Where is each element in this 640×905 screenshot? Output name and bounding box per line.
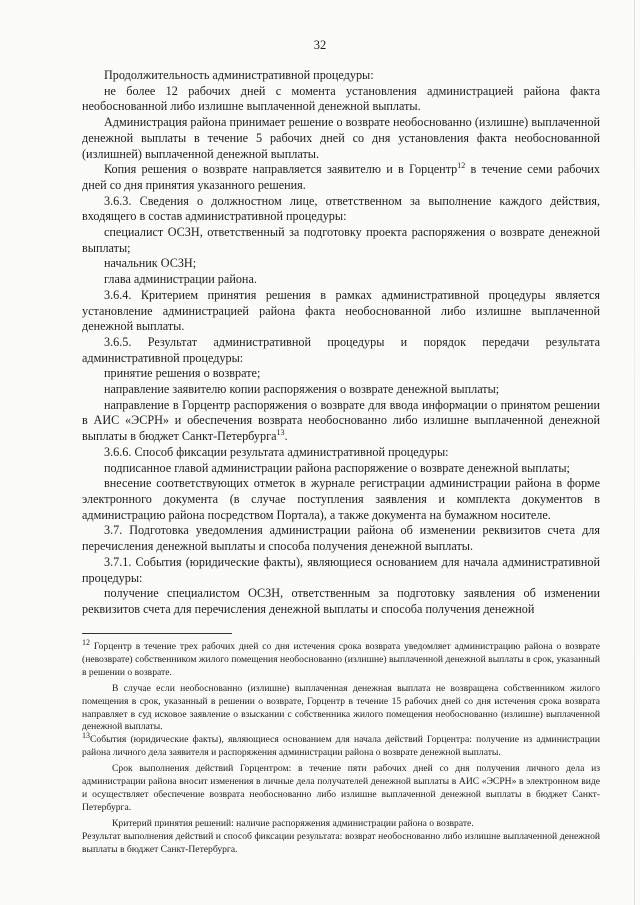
paragraph-text: направление в Горцентр распоряжения о возврате для ввода информации о принятом решении в АИС «ЭСРН» и обеспечения возврата необоснованно либо излишне выплаченной денежной выплаты в бюджет Санкт-Петербурга [82, 397, 600, 444]
paragraph: внесение соответствующих отметок в журнале регистрации администрации района в форме электронного документа (в случае поступления заявления и комплекта документов в администрацию района посредством Портала), а также документа на бумажном носителе. [82, 476, 600, 522]
paragraph: Продолжительность административной процедуры: [104, 68, 374, 82]
footnote-text: Результат выполнения действий и способ фиксации результата: возврат необоснованно либо излишне выплаченной денежной выплаты в бюджет Санкт-Петербурга. [82, 830, 600, 855]
footnote [82, 683, 600, 735]
footnote-mark: 13 [82, 731, 90, 741]
footnote [82, 731, 600, 760]
footnote-text: Срок выполнения действий Горцентром: в течение пяти рабочих дней со дня получения личного дела из администрации района вносит изменения в личные дела получателей денежной выплаты в АИС «ЭСРН» в электронном виде и осуществляет обеспечение возврата необоснованно либо излишне выплаченной денежной выплаты в бюджет Санкт-Петербурга. [82, 763, 600, 813]
paragraph: специалист ОСЗН, ответственный за подготовку проекта распоряжения о возврате денежной выплаты; [82, 225, 600, 255]
footnote-text: Критерий принятия решений: наличие распоряжения администрации района о возврате. [112, 817, 474, 829]
footnote [82, 763, 600, 815]
paragraph: начальник ОСЗН; [104, 256, 197, 271]
footnote-text: В случае если необоснованно (излишне) выплаченная денежная выплата не возвращена собственником жилого помещения в срок, указанный в решении о возврате, Горцентр в течение 15 рабочих дней со дня истечения срока возврата направляет в суд исковое заявление о взыскании с собственника жилого помещения необоснованно (излишне) выплаченной денежной выплаты. [82, 682, 600, 733]
paragraph: принятие решения о возврате; [104, 366, 261, 381]
paragraph-text: Копия решения о возврате направляется заявителю и в Горцентр [104, 162, 458, 177]
footnote [82, 637, 600, 680]
paragraph-text: . [284, 429, 288, 444]
paragraph: 3.7. Подготовка уведомления администрации района об изменении реквизитов счета для перечисления денежной выплаты и способа получения денежной выплаты. [82, 523, 600, 554]
footnotes [82, 637, 600, 857]
paragraph: 3.6.5. Результат административной процедуры и порядок передачи результата административной процедуры: [82, 334, 600, 365]
paragraph: 3.6.4. Критерием принятия решения в рамках административной процедуры является установление администрацией района факта необоснованной либо излишне выплаченной денежной выплаты. [82, 287, 600, 334]
footnote-divider [82, 633, 232, 634]
paragraph: 3.6.3. Сведения о должностном лице, ответственном за выполнение каждого действия, входящего в состав административной процедуры: [82, 193, 600, 224]
footnote [82, 831, 600, 857]
paragraph [82, 398, 600, 445]
footnote [82, 818, 600, 831]
paragraph: не более 12 рабочих дней с момента установления администрацией района факта необоснованной либо излишне выплаченной денежной выплаты. [82, 83, 600, 114]
paragraph-text: в течение семи рабочих дней со дня принятия указанного решения. [82, 162, 601, 192]
footnote-mark: 12 [82, 637, 90, 647]
paragraph: направление заявителю копии распоряжения о возврате денежной выплаты; [104, 382, 500, 397]
footnote-text: События (юридические факты), являющиеся основанием для начала действий Горцентра: получение из администрации района личного дела заявителя и распоряжения администрации района о возврате денежной выплаты. [82, 734, 600, 759]
paragraph: Администрация района принимает решение о возврате необоснованно (излишне) выплаченной денежной выплаты в течение 5 рабочих дней со дня установления факта необоснованной (излишней) выплаченной денежной выплаты. [82, 115, 600, 161]
paragraph: получение специалистом ОСЗН, ответственным за подготовку заявления об изменении реквизитов счета для перечисления денежной выплаты и способа получения денежной [82, 586, 600, 616]
footnote-text: Горцентр в течение трех рабочих дней со дня истечения срока возврата уведомляет администрацию района о возврате (невозврате) собственником жилого помещения необоснованно (излишне) выплаченной денежной выплаты в срок, указанный в решении о возврате. [82, 641, 600, 678]
body-text [82, 68, 600, 618]
footnote-ref: 13 [276, 428, 285, 438]
page-number: 32 [313, 38, 327, 52]
paragraph: 3.7.1. События (юридические факты), являющиеся основанием для начала административной процедуры: [82, 554, 600, 585]
paragraph: подписанное главой администрации района распоряжение о возврате денежной выплаты; [104, 460, 570, 475]
paragraph [82, 162, 600, 193]
scan-edge [634, 0, 635, 905]
paragraph: глава администрации района. [104, 272, 257, 287]
paragraph: 3.6.6. Способ фиксации результата административной процедуры: [104, 444, 449, 459]
footnote-ref: 12 [457, 161, 466, 171]
